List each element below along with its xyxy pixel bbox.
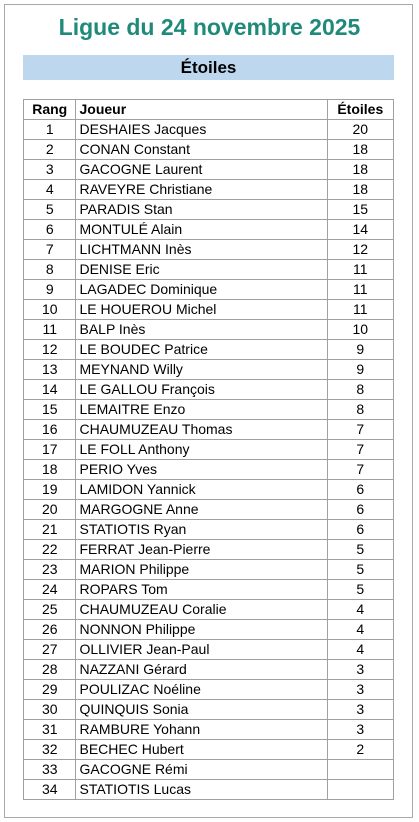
cell-rang: 17	[24, 440, 76, 460]
cell-etoiles: 18	[327, 140, 393, 160]
table-row	[24, 660, 394, 680]
cell-rang: 26	[24, 620, 76, 640]
cell-joueur: LE GALLOU François	[76, 380, 327, 400]
cell-etoiles: 6	[327, 520, 393, 540]
cell-joueur: STATIOTIS Ryan	[76, 520, 327, 540]
cell-joueur: NAZZANI Gérard	[76, 660, 327, 680]
cell-etoiles: 10	[327, 320, 393, 340]
cell-rang: 23	[24, 560, 76, 580]
cell-rang: 11	[24, 320, 76, 340]
cell-rang: 32	[24, 740, 76, 760]
cell-joueur: CHAUMUZEAU Coralie	[76, 600, 327, 620]
table-row	[24, 680, 394, 700]
cell-rang: 28	[24, 660, 76, 680]
table-row	[24, 340, 394, 360]
cell-etoiles	[327, 760, 393, 780]
cell-etoiles: 15	[327, 200, 393, 220]
cell-etoiles: 4	[327, 600, 393, 620]
cell-joueur: MONTULÉ Alain	[76, 220, 327, 240]
cell-joueur: ROPARS Tom	[76, 580, 327, 600]
cell-joueur: PARADIS Stan	[76, 200, 327, 220]
cell-etoiles: 9	[327, 360, 393, 380]
table-row	[24, 700, 394, 720]
cell-joueur: OLLIVIER Jean-Paul	[76, 640, 327, 660]
cell-etoiles: 7	[327, 420, 393, 440]
cell-joueur: CHAUMUZEAU Thomas	[76, 420, 327, 440]
cell-rang: 18	[24, 460, 76, 480]
cell-joueur: LAGADEC Dominique	[76, 280, 327, 300]
cell-rang: 2	[24, 140, 76, 160]
cell-etoiles: 7	[327, 460, 393, 480]
table-row	[24, 760, 394, 780]
cell-rang: 13	[24, 360, 76, 380]
cell-etoiles: 14	[327, 220, 393, 240]
cell-etoiles: 5	[327, 560, 393, 580]
cell-etoiles: 11	[327, 280, 393, 300]
cell-joueur: POULIZAC Noéline	[76, 680, 327, 700]
header-joueur: Joueur	[76, 100, 327, 120]
cell-etoiles: 4	[327, 640, 393, 660]
cell-etoiles: 5	[327, 580, 393, 600]
cell-joueur: STATIOTIS Lucas	[76, 780, 327, 800]
header-rang: Rang	[24, 100, 76, 120]
cell-rang: 9	[24, 280, 76, 300]
table-row	[24, 240, 394, 260]
cell-joueur: FERRAT Jean-Pierre	[76, 540, 327, 560]
cell-rang: 20	[24, 500, 76, 520]
table-row	[24, 300, 394, 320]
table-row	[24, 520, 394, 540]
cell-etoiles: 7	[327, 440, 393, 460]
cell-etoiles: 12	[327, 240, 393, 260]
cell-rang: 8	[24, 260, 76, 280]
cell-rang: 30	[24, 700, 76, 720]
cell-rang: 16	[24, 420, 76, 440]
table-row	[24, 540, 394, 560]
cell-etoiles: 6	[327, 480, 393, 500]
cell-joueur: MEYNAND Willy	[76, 360, 327, 380]
cell-etoiles: 3	[327, 660, 393, 680]
cell-joueur: LE HOUEROU Michel	[76, 300, 327, 320]
cell-joueur: LE FOLL Anthony	[76, 440, 327, 460]
table-row	[24, 600, 394, 620]
table-row	[24, 380, 394, 400]
table-row	[24, 140, 394, 160]
cell-rang: 27	[24, 640, 76, 660]
cell-etoiles: 6	[327, 500, 393, 520]
table-row	[24, 360, 394, 380]
cell-rang: 14	[24, 380, 76, 400]
table-row	[24, 200, 394, 220]
table-row	[24, 460, 394, 480]
cell-etoiles: 11	[327, 260, 393, 280]
table-row	[24, 220, 394, 240]
cell-etoiles: 20	[327, 120, 393, 140]
table-row	[24, 740, 394, 760]
cell-joueur: LEMAITRE Enzo	[76, 400, 327, 420]
cell-etoiles: 3	[327, 720, 393, 740]
cell-etoiles: 18	[327, 160, 393, 180]
cell-etoiles: 3	[327, 680, 393, 700]
table-header-row	[24, 100, 394, 120]
cell-etoiles: 2	[327, 740, 393, 760]
table-row	[24, 480, 394, 500]
cell-etoiles: 3	[327, 700, 393, 720]
cell-joueur: LICHTMANN Inès	[76, 240, 327, 260]
table-row	[24, 420, 394, 440]
table-row	[24, 440, 394, 460]
cell-joueur: RAVEYRE Christiane	[76, 180, 327, 200]
cell-etoiles: 8	[327, 380, 393, 400]
page-title: Ligue du 24 novembre 2025	[58, 14, 361, 40]
table-row	[24, 400, 394, 420]
cell-rang: 24	[24, 580, 76, 600]
cell-rang: 29	[24, 680, 76, 700]
cell-joueur: CONAN Constant	[76, 140, 327, 160]
cell-rang: 1	[24, 120, 76, 140]
cell-rang: 34	[24, 780, 76, 800]
cell-rang: 4	[24, 180, 76, 200]
cell-etoiles: 11	[327, 300, 393, 320]
cell-etoiles: 9	[327, 340, 393, 360]
cell-joueur: PERIO Yves	[76, 460, 327, 480]
cell-rang: 25	[24, 600, 76, 620]
cell-rang: 10	[24, 300, 76, 320]
cell-rang: 33	[24, 760, 76, 780]
cell-joueur: LE BOUDEC Patrice	[76, 340, 327, 360]
cell-joueur: NONNON Philippe	[76, 620, 327, 640]
cell-joueur: QUINQUIS Sonia	[76, 700, 327, 720]
table-row	[24, 500, 394, 520]
cell-joueur: BECHEC Hubert	[76, 740, 327, 760]
table-row	[24, 260, 394, 280]
table-row	[24, 180, 394, 200]
cell-etoiles: 8	[327, 400, 393, 420]
table-row	[24, 120, 394, 140]
section-banner: Étoiles	[23, 55, 394, 80]
table-row	[24, 280, 394, 300]
cell-rang: 19	[24, 480, 76, 500]
cell-rang: 5	[24, 200, 76, 220]
cell-rang: 12	[24, 340, 76, 360]
table-row	[24, 640, 394, 660]
cell-joueur: GACOGNE Laurent	[76, 160, 327, 180]
cell-rang: 31	[24, 720, 76, 740]
cell-joueur: DESHAIES Jacques	[76, 120, 327, 140]
table-row	[24, 580, 394, 600]
table-row	[24, 720, 394, 740]
cell-joueur: RAMBURE Yohann	[76, 720, 327, 740]
table-row	[24, 620, 394, 640]
cell-etoiles: 5	[327, 540, 393, 560]
table-row	[24, 160, 394, 180]
cell-rang: 21	[24, 520, 76, 540]
cell-rang: 3	[24, 160, 76, 180]
cell-rang: 15	[24, 400, 76, 420]
cell-etoiles: 18	[327, 180, 393, 200]
cell-rang: 22	[24, 540, 76, 560]
cell-joueur: BALP Inès	[76, 320, 327, 340]
cell-joueur: DENISE Eric	[76, 260, 327, 280]
table-row	[24, 780, 394, 800]
cell-joueur: GACOGNE Rémi	[76, 760, 327, 780]
cell-etoiles: 4	[327, 620, 393, 640]
table-row	[24, 560, 394, 580]
cell-rang: 7	[24, 240, 76, 260]
cell-rang: 6	[24, 220, 76, 240]
cell-joueur: LAMIDON Yannick	[76, 480, 327, 500]
cell-joueur: MARGOGNE Anne	[76, 500, 327, 520]
cell-joueur: MARION Philippe	[76, 560, 327, 580]
table-row	[24, 320, 394, 340]
cell-etoiles	[327, 780, 393, 800]
ranking-table	[23, 99, 394, 800]
header-etoiles: Étoiles	[327, 100, 393, 120]
